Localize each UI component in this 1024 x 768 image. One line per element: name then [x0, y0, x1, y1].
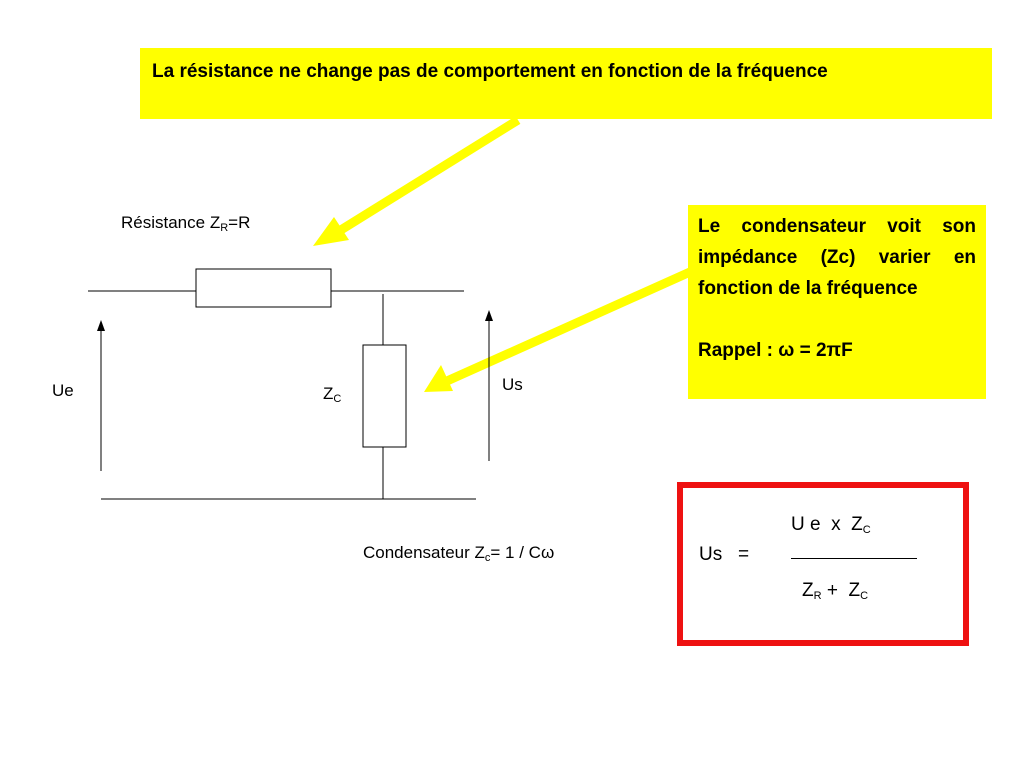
arrow-to-capacitor — [424, 272, 690, 392]
capacitor-formula-label — [363, 543, 554, 564]
output-voltage-arrow — [485, 310, 493, 461]
capacitor-formula-prefix: Condensateur Z — [363, 543, 485, 562]
formula-denominator — [802, 580, 868, 602]
reminder-mid: = 2 — [794, 340, 827, 361]
formula-numerator-sub: C — [862, 524, 871, 536]
arrow-to-resistor — [313, 120, 518, 246]
output-voltage-label: Us — [502, 375, 523, 394]
fraction-bar — [791, 558, 917, 559]
formula-lhs: Us = — [699, 544, 750, 565]
resistor-label-sub: R — [220, 222, 229, 234]
formula-denominator-z1: Z — [802, 580, 814, 601]
capacitor-symbol-label — [323, 384, 341, 405]
capacitor-formula-omega: ω — [540, 543, 555, 562]
reminder-omega: ω — [778, 340, 795, 361]
formula-denominator-plus: + Z — [821, 580, 861, 601]
resistor-label-prefix: Résistance Z — [121, 213, 221, 232]
reminder-prefix: Rappel : — [698, 340, 779, 361]
resistor-label — [121, 213, 250, 234]
formula-denominator-sub1: R — [813, 590, 822, 602]
resistance-callout-text: La résistance ne change pas de comportement en fonction de la fréquence — [152, 61, 828, 82]
formula-box — [677, 482, 969, 646]
input-voltage-label: Ue — [52, 381, 74, 400]
capacitor-symbol-sub: C — [333, 393, 342, 405]
reminder-suffix: F — [841, 340, 853, 361]
input-voltage-arrow — [97, 320, 105, 471]
capacitor-symbol: Z — [323, 384, 334, 403]
formula-denominator-sub2: C — [860, 590, 869, 602]
formula-numerator — [791, 514, 871, 536]
capacitor-formula-suffix: = 1 / C — [490, 543, 541, 562]
resistor — [196, 269, 331, 307]
capacitor — [363, 345, 406, 447]
formula-numerator-text: U e x Z — [791, 514, 863, 535]
resistor-label-suffix: =R — [228, 213, 251, 232]
capacitor-formula-sub: c — [484, 552, 491, 564]
reminder-pi: π — [826, 340, 842, 361]
capacitor-callout-text: Le condensateur voit son impédance (Zc) varier en fonction de la fréquence — [698, 216, 976, 299]
